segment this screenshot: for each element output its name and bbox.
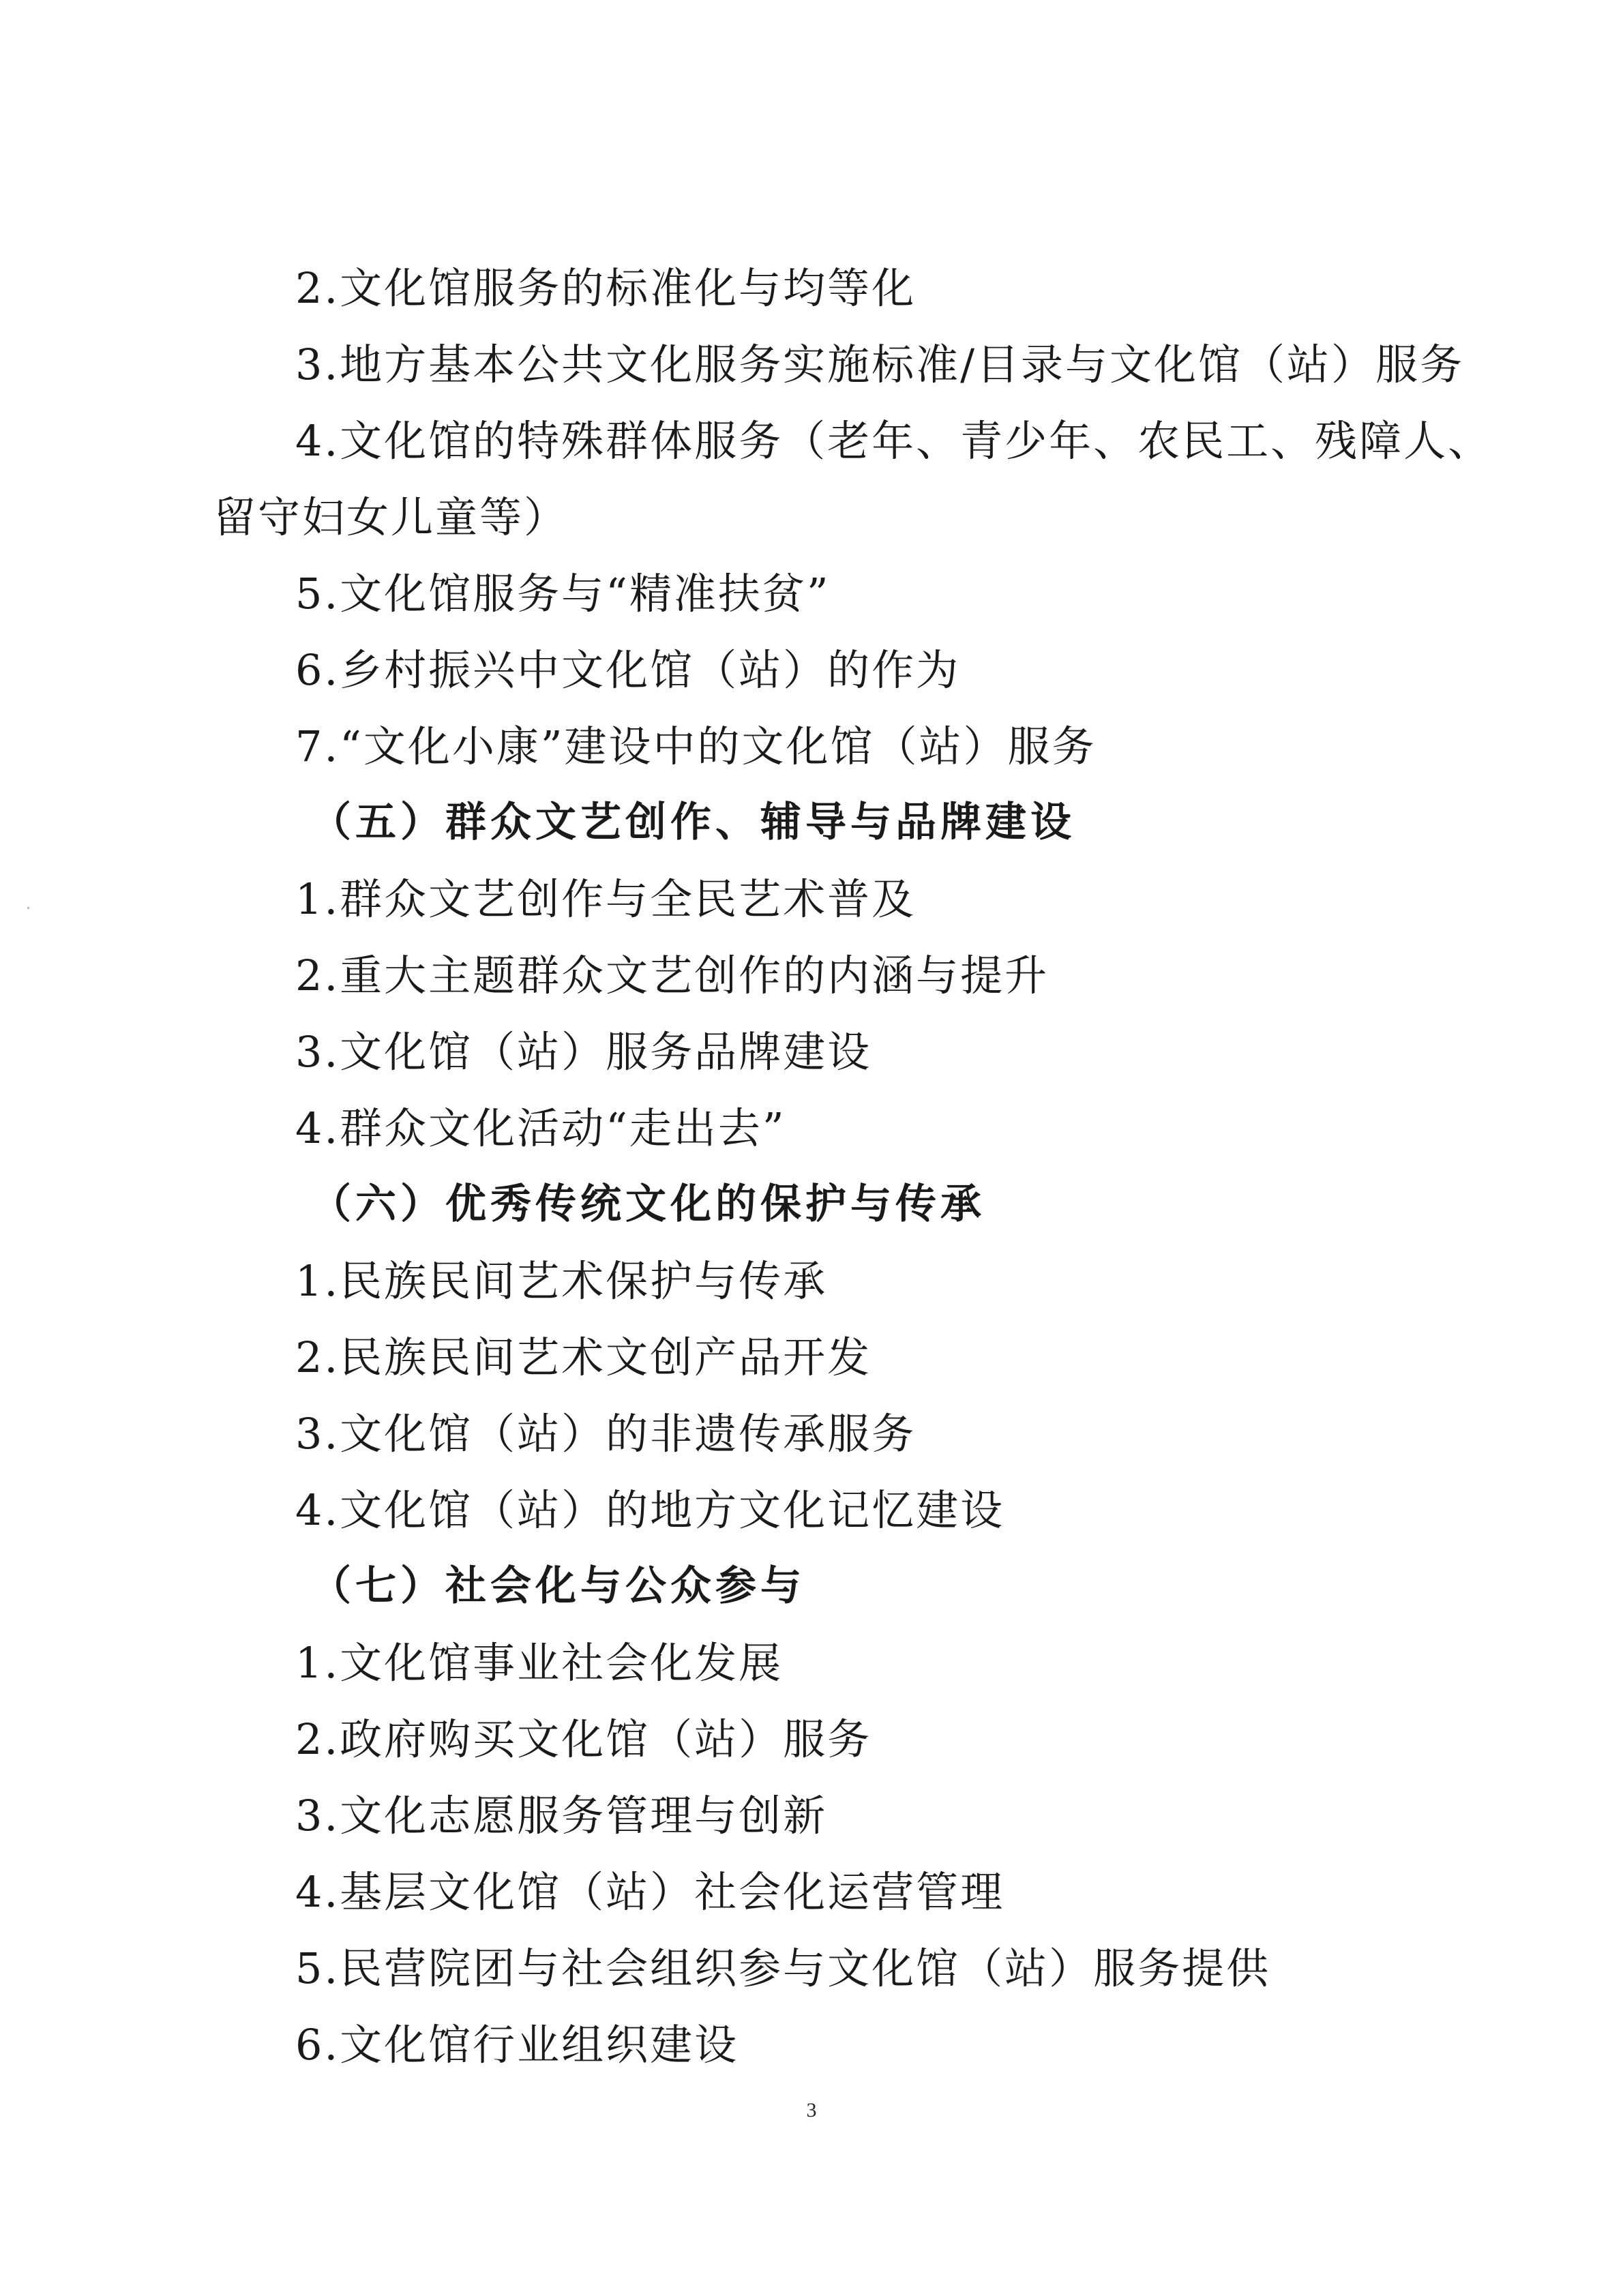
list-item: 2.重大主题群众文艺创作的内涵与提升 — [295, 951, 1049, 1000]
section-heading-5: （五）群众文艺创作、辅导与品牌建设 — [310, 799, 1075, 846]
list-item: 1.群众文艺创作与全民艺术普及 — [295, 874, 917, 924]
list-item: 3.文化馆（站）服务品牌建设 — [295, 1027, 872, 1077]
list-item: 4.基层文化馆（站）社会化运营管理 — [295, 1867, 1005, 1917]
list-item: 1.文化馆事业社会化发展 — [295, 1638, 784, 1688]
list-item: 2.政府购买文化馆（站）服务 — [295, 1714, 872, 1764]
list-item: 6.乡村振兴中文化馆（站）的作为 — [295, 645, 961, 695]
list-item: 1.民族民间艺术保护与传承 — [295, 1256, 828, 1306]
list-item: 5.文化馆服务与“精准扶贫” — [295, 569, 831, 618]
list-item: 2.文化馆服务的标准化与均等化 — [295, 263, 917, 313]
list-item-continuation: 留守妇女儿童等） — [213, 492, 569, 542]
section-heading-6: （六）优秀传统文化的保护与传承 — [310, 1180, 985, 1228]
list-item: 3.地方基本公共文化服务实施标准/目录与文化馆（站）服务 — [295, 340, 1465, 389]
list-item: 3.文化志愿服务管理与创新 — [295, 1791, 828, 1840]
list-item: 2.民族民间艺术文创产品开发 — [295, 1332, 872, 1382]
list-item: 3.文化馆（站）的非遗传承服务 — [295, 1409, 917, 1459]
list-item: 5.民营院团与社会组织参与文化馆（站）服务提供 — [295, 1943, 1271, 1993]
list-item: 4.群众文化活动“走出去” — [295, 1103, 786, 1153]
section-heading-7: （七）社会化与公众参与 — [310, 1562, 805, 1610]
list-item: 4.文化馆的特殊群体服务（老年、青少年、农民工、残障人、 — [295, 416, 1493, 466]
page-number: 3 — [806, 2099, 817, 2121]
list-item: 7.“文化小康”建设中的文化馆（站）服务 — [295, 721, 1097, 771]
scan-artifact — [27, 907, 29, 909]
list-item: 6.文化馆行业组织建设 — [295, 2020, 739, 2070]
list-item: 4.文化馆（站）的地方文化记忆建设 — [295, 1485, 1005, 1535]
